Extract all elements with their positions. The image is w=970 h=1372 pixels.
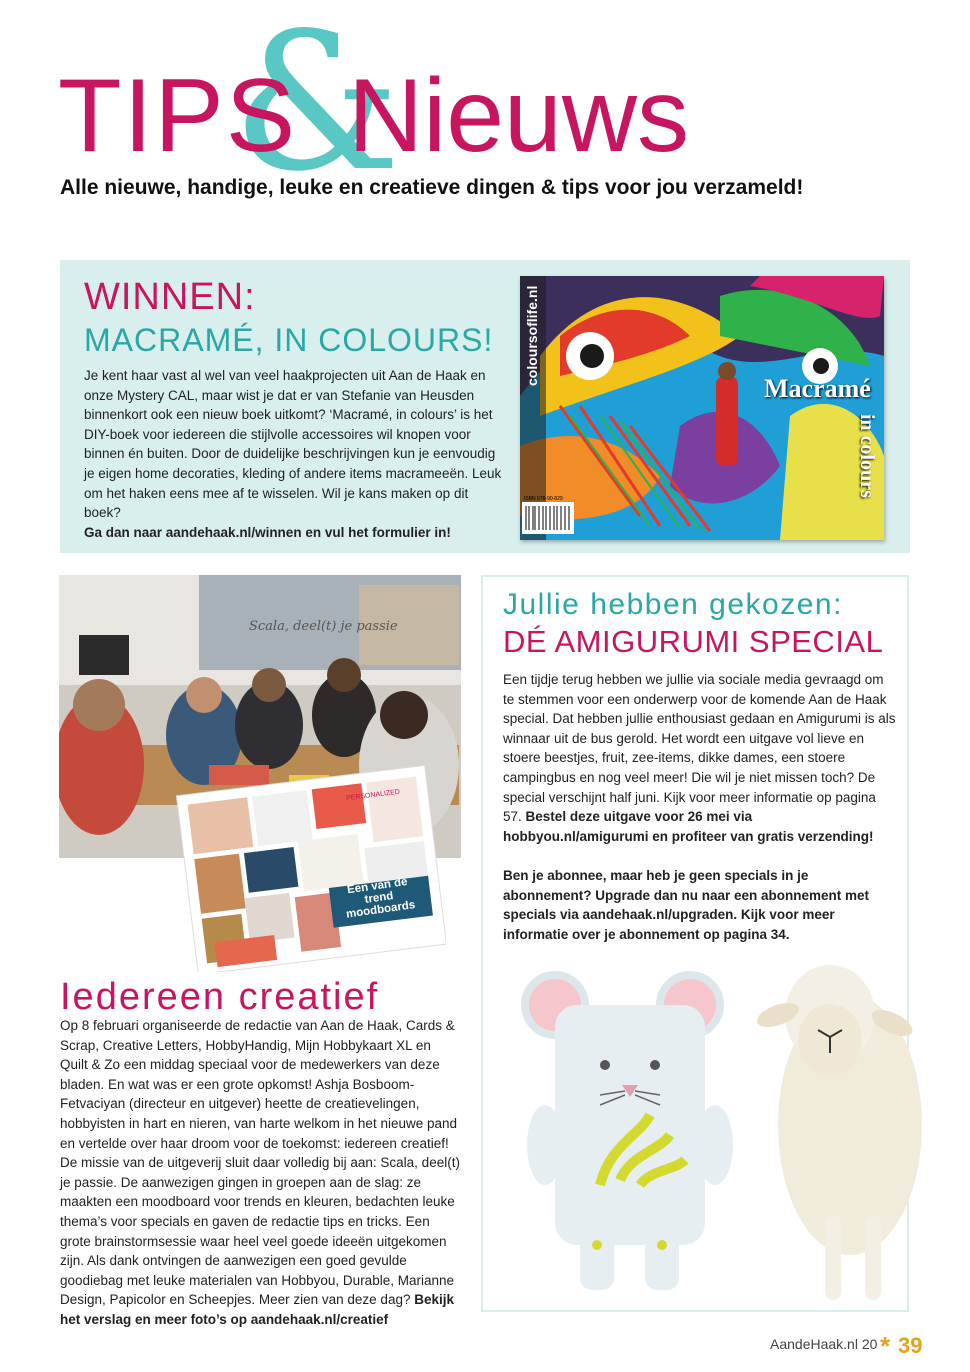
creatief-body-text: Op 8 februari organiseerde de redactie van Aan de Haak, Cards & Scrap, Creative Letters, HobbyHandig, Mijn Hobbykaart XL en Quilt & Zo een middag speciaal voor de medewerkers van deze bladen. En wat was er een grote opkomst! Ashja Bosboom-Fetvaciyan (directeur en uitgever) heette de creatievelingen, hobbyisten in hart en nieren, van harte welkom in het nieuwe pand en vertelde over haar droom voor de toekomst: iedereen creatief! De missie van de uitgeverij sluit daar volledig bij aan: Scala, deel(t) je passie. De aanwezigen gingen in groepen aan de slag: ze maakten een moodboard voor trends en kleuren, bedachten leuke thema’s voor specials en gaven de redactie tips en tricks. Een grote brainstormsessie waar heel veel goede ideeën uitgekomen zijn. Als dank ontvingen de aanwezigen een goed gevulde goodiebag met leuke materialen van Hobbyou, Durable, Marianne Design, Papicolor en Scheepjes. Meer zien van deze dag?: [60, 1018, 460, 1308]
photo-banner-text: Scala, deel(t) je passie: [249, 619, 398, 634]
winnen-heading: WINNEN:: [84, 276, 256, 318]
header-subtitle: Alle nieuwe, handige, leuke en creatieve dingen & tips voor jou verzameld!: [60, 176, 804, 199]
winnen-body-text: Je kent haar vast al wel van veel haakprojecten uit Aan de Haak en onze Mystery CAL, maar wist je dat er van Stefanie van Heusden binnenkort ook een nieuw boek uitkomt? ‘Macramé, in colours’ is het DIY-boek voor iedereen die stijlvolle accessoires wil knopen voor binnen én buiten. Door de duidelijke beschrijvingen kun je eenvoudig je eigen home decoraties, kleding of andere items macrameeën. Leuk om het haken eens mee af te wisselen. Wil je kans maken op dit boek?: [84, 368, 502, 521]
creatief-heading: Iedereen creatief: [60, 976, 380, 1018]
book-cover-image: [520, 276, 884, 540]
creatief-cta[interactable]: Bekijk het verslag en meer foto’s op aandehaak.nl/creatief: [60, 1292, 455, 1327]
header-title-nieuws: Nieuws: [348, 58, 689, 174]
creatief-body: [60, 1016, 460, 1330]
book-spine-text: coloursoflife.nl: [524, 285, 540, 386]
header-title-tips: TIPS: [58, 58, 298, 174]
moodboard-art: [176, 760, 446, 972]
amigurumi-upgrade-text: Ben je abonnee, maar heb je geen specials in je abonnement? Upgrade dan nu naar een abonnement met specials via aandehaak.nl/upgraden. Kijk voor meer informatie over je abonnement op pagina 34.: [503, 868, 870, 942]
amigurumi-toys-image: [500, 945, 925, 1305]
amigurumi-body-text: Een tijdje terug hebben we jullie via sociale media gevraagd om te stemmen voor een onderwerp voor de komende Aan de Haak special. Dat hebben jullie enthousiast gedaan en Amigurumi is als winnaar uit de bus gerold. Het wordt een uitgave vol lieve en stoere beestjes, fruit, zee-items, dikke dames, een stoere campingbus en nog veel meer! Die wil je niet missen toch? De special verschijnt half juni. Kijk voor meer informatie op pagina 57.: [503, 672, 896, 825]
amigurumi-subheading: DÉ AMIGURUMI SPECIAL: [503, 624, 884, 659]
book-subtitle: in colours: [856, 414, 878, 498]
amigurumi-toys-art: [500, 945, 925, 1305]
book-isbn: ISBN 978-90-829: [524, 496, 563, 502]
moodboard-label: Een van de trend moodboards: [345, 875, 416, 921]
winnen-subheading: MACRAMÉ, IN COLOURS!: [84, 322, 494, 358]
moodboard-image: [176, 760, 446, 972]
footer-star-icon: *: [880, 1331, 891, 1361]
winnen-cta[interactable]: Ga dan naar aandehaak.nl/winnen en vul het formulier in!: [84, 524, 451, 540]
footer-page-number: 39: [898, 1333, 923, 1358]
amigurumi-heading: Jullie hebben gekozen:: [503, 588, 843, 621]
header-ampersand: &: [232, 0, 402, 213]
moodboard-tag: PERSONALIZED: [345, 788, 401, 803]
winnen-body: [84, 366, 504, 542]
footer-site: AandeHaak.nl 20: [770, 1336, 878, 1352]
amigurumi-body: [503, 670, 898, 846]
amigurumi-cta[interactable]: Bestel deze uitgave voor 26 mei via hobbyou.nl/amigurumi en profiteer van gratis verzending!: [503, 809, 874, 844]
book-title: Macramé: [764, 374, 871, 403]
book-cover-art: [520, 276, 884, 540]
